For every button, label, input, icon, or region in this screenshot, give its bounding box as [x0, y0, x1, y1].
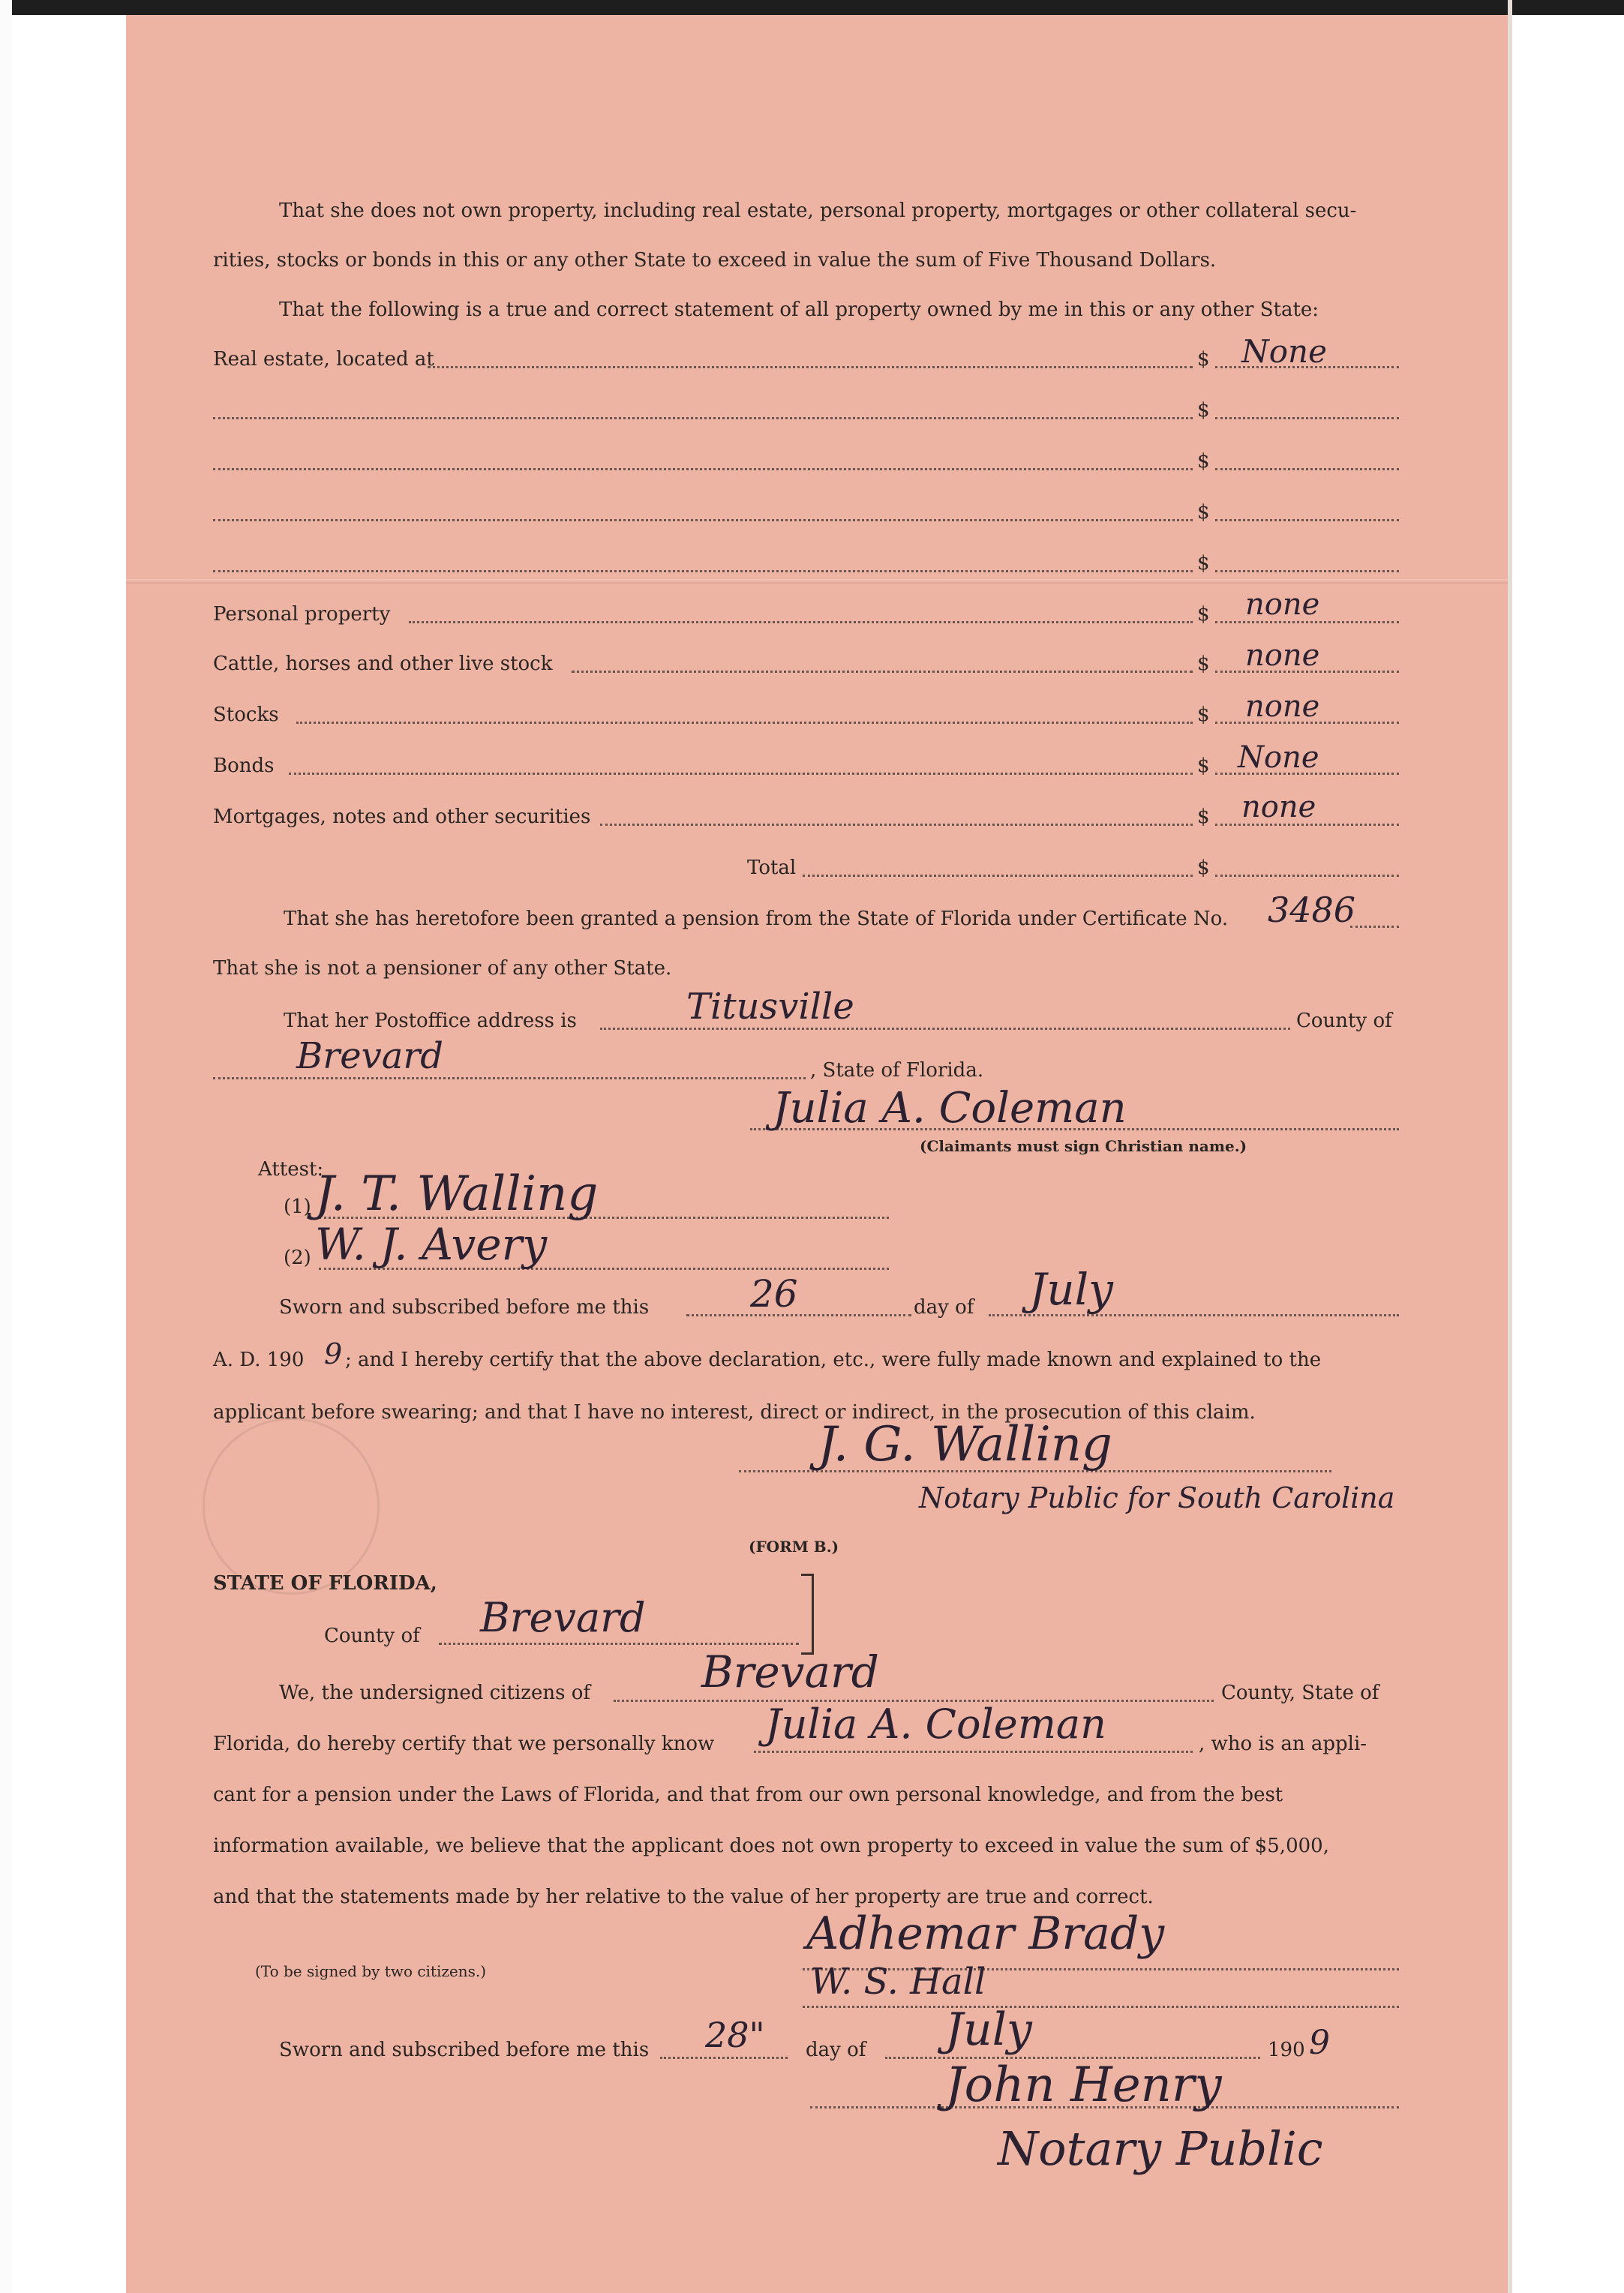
dollar-sign: $: [1197, 806, 1210, 828]
bracket-mark: [801, 1574, 814, 1655]
form-b-county-label: County of: [324, 1625, 420, 1647]
fill-line: [660, 2057, 788, 2059]
ad-year-value: 9: [324, 1337, 343, 1370]
sworn-day: 26: [750, 1272, 798, 1316]
personal-property-value: none: [1245, 587, 1320, 622]
form-b-notary-title: Notary Public: [998, 2121, 1323, 2176]
fill-line: [1215, 519, 1399, 521]
county-state-of-text: County, State of: [1221, 1682, 1379, 1704]
witness-2-signature: W. J. Avery: [315, 1219, 548, 1270]
paper-fold-crease: [126, 579, 1508, 584]
declaration-line-3: That the following is a true and correct statement of all property owned by me in this or any other State:: [279, 299, 1319, 321]
ad-year-prefix: A. D. 190: [213, 1349, 305, 1371]
scan-background: [0, 0, 12, 2293]
fill-line: [1215, 875, 1399, 877]
fill-line: [572, 671, 1193, 673]
dollar-sign: $: [1197, 653, 1210, 675]
fill-line: [600, 1028, 1290, 1030]
fill-line: [600, 824, 1193, 826]
fill-line: [428, 366, 1193, 368]
two-citizens-note: (To be signed by two citizens.): [255, 1962, 487, 1980]
witness-1-signature: J. T. Walling: [315, 1166, 599, 1222]
livestock-value: none: [1245, 638, 1320, 673]
fill-line: [439, 1643, 799, 1645]
fill-line: [1215, 417, 1399, 419]
witness-1-number: (1): [284, 1196, 311, 1218]
form-b-year-value: 9: [1309, 2024, 1330, 2062]
form-b-day-of: day of: [806, 2039, 866, 2061]
we-county-value: Brevard: [701, 1646, 879, 1697]
fill-line: [1350, 926, 1399, 928]
faint-seal-stamp: [203, 1418, 380, 1595]
dollar-sign: $: [1197, 552, 1210, 575]
declaration-line-2: rities, stocks or bonds in this or any other State to exceed in value the sum of Five Thousand Dollars.: [213, 249, 1217, 272]
form-b-month: July: [945, 2003, 1032, 2056]
real-estate-value: None: [1241, 333, 1327, 370]
fill-line: [296, 722, 1193, 724]
scanner-top-border: [0, 0, 1624, 15]
form-b-line-5: and that the statements made by her relative to the value of her property are true and correct.: [213, 1886, 1154, 1908]
page-right-edge: [1508, 0, 1512, 2293]
attest-label: Attest:: [258, 1158, 324, 1181]
fill-line: [213, 1077, 806, 1079]
fill-line: [213, 417, 1193, 419]
personal-property-label: Personal property: [213, 603, 391, 626]
declaration-line-1: That she does not own property, including real estate, personal property, mortgages or other collateral secu-: [279, 200, 1357, 222]
mortgages-value: none: [1241, 790, 1316, 824]
applicant-suffix: , who is an appli-: [1199, 1733, 1367, 1755]
applicant-name: Julia A. Coleman: [765, 1700, 1106, 1748]
citizen-2-signature: W. S. Hall: [810, 1961, 986, 2003]
bonds-value: None: [1238, 740, 1319, 775]
dollar-sign: $: [1197, 348, 1210, 371]
dollar-sign: $: [1197, 399, 1210, 422]
certify-line: ; and I hereby certify that the above declaration, etc., were fully made known and explained to the: [345, 1349, 1322, 1371]
form-b-county-value: Brevard: [480, 1594, 646, 1641]
we-undersigned-text: We, the undersigned citizens of: [279, 1682, 591, 1704]
fill-line: [1215, 468, 1399, 470]
dollar-sign: $: [1197, 501, 1210, 524]
florida-certify-text: Florida, do hereby certify that we personally know: [213, 1733, 715, 1755]
claimant-note: (Claimants must sign Christian name.): [920, 1137, 1247, 1155]
stocks-label: Stocks: [213, 704, 279, 726]
fill-line: [213, 468, 1193, 470]
mortgages-label: Mortgages, notes and other securities: [213, 806, 591, 828]
not-pensioner-text: That she is not a pensioner of any other State.: [213, 957, 672, 980]
sworn-text: Sworn and subscribed before me this: [279, 1296, 650, 1319]
total-label: Total: [747, 857, 797, 879]
livestock-label: Cattle, horses and other live stock: [213, 653, 553, 675]
county-value: Brevard: [296, 1035, 444, 1077]
dollar-sign: $: [1197, 603, 1210, 626]
form-b-line-3: cant for a pension under the Laws of Florida, and that from our own personal knowledge, and from the best: [213, 1784, 1283, 1806]
form-b-sworn-text: Sworn and subscribed before me this: [279, 2039, 650, 2061]
form-b-notary-signature: John Henry: [945, 2057, 1222, 2113]
stocks-value: none: [1245, 689, 1320, 724]
witness-2-number: (2): [284, 1247, 311, 1269]
dollar-sign: $: [1197, 704, 1210, 726]
county-of-label: County of: [1296, 1010, 1392, 1032]
day-of-label: day of: [914, 1296, 974, 1319]
dollar-sign: $: [1197, 450, 1210, 473]
postoffice-label: That her Postoffice address is: [284, 1010, 577, 1032]
form-b-day: 28": [705, 2015, 765, 2055]
fill-line: [213, 570, 1193, 572]
fill-line: [409, 621, 1193, 623]
citizen-1-signature: Adhemar Brady: [806, 1907, 1165, 1960]
fill-line: [1215, 570, 1399, 572]
certificate-number: 3486: [1268, 890, 1356, 930]
real-estate-label: Real estate, located at: [213, 348, 434, 371]
fill-line: [686, 1314, 911, 1316]
bonds-label: Bonds: [213, 755, 275, 777]
applicant-swearing-line: applicant before swearing; and that I have no interest, direct or indirect, in the prosecution of this claim.: [213, 1401, 1256, 1424]
claimant-signature: Julia A. Coleman: [773, 1084, 1127, 1133]
dollar-sign: $: [1197, 755, 1210, 777]
postoffice-value: Titusville: [686, 986, 854, 1028]
fill-line: [803, 875, 1193, 877]
notary-title: Notary Public for South Carolina: [919, 1481, 1395, 1514]
fill-line: [213, 519, 1193, 521]
notary-signature: J. G. Walling: [818, 1417, 1112, 1472]
state-of-florida-text: , State of Florida.: [810, 1059, 984, 1082]
fill-line: [289, 773, 1193, 775]
dollar-sign: $: [1197, 857, 1210, 879]
state-of-florida-heading: STATE OF FLORIDA,: [213, 1572, 437, 1595]
form-b-year-prefix: 190: [1268, 2039, 1305, 2061]
fill-line: [754, 1751, 1193, 1753]
sworn-month: July: [1029, 1264, 1113, 1315]
fill-line: [803, 2006, 1399, 2008]
form-b-line-4: information available, we believe that the applicant does not own property to exceed in value the sum of $5,000,: [213, 1835, 1329, 1857]
form-b-heading: (FORM B.): [749, 1538, 839, 1556]
pension-granted-text: That she has heretofore been granted a pension from the State of Florida under Certificate No.: [284, 908, 1229, 930]
